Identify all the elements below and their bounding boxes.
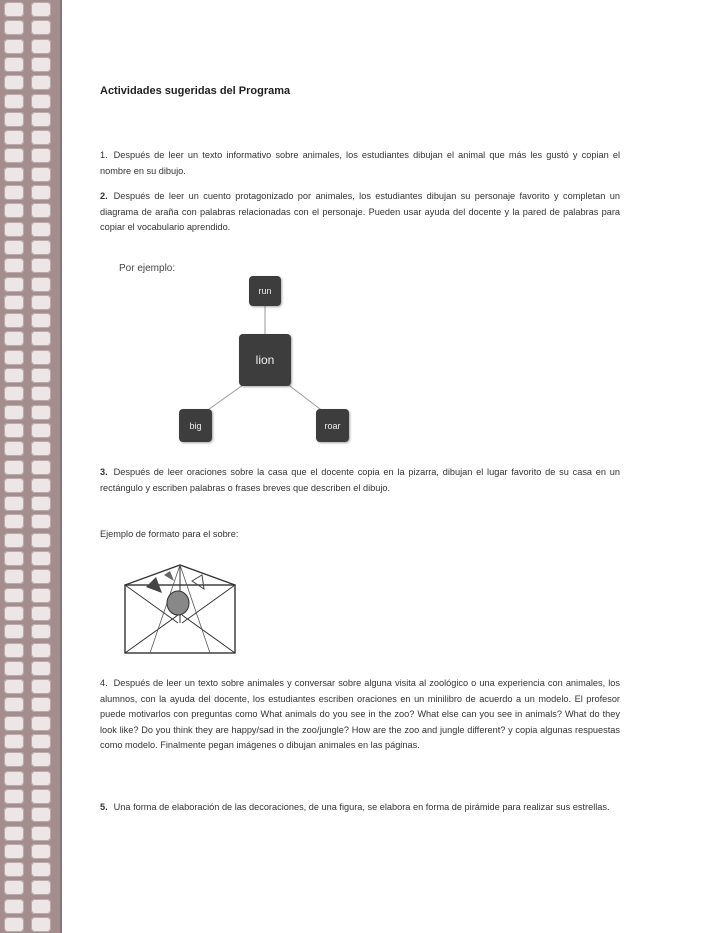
binding-hole (31, 130, 51, 145)
binding-hole (4, 716, 24, 731)
binding-hole (31, 2, 51, 17)
binding-hole (4, 588, 24, 603)
binding-hole (31, 368, 51, 383)
binding-hole (4, 94, 24, 109)
binding-hole (4, 624, 24, 639)
envelope-fold-right (182, 615, 235, 653)
binding-hole (31, 405, 51, 420)
binding-hole (31, 844, 51, 859)
activity-number: 5. (100, 802, 108, 812)
format-note: Ejemplo de formato para el sobre: (100, 529, 239, 539)
binding-hole (4, 899, 24, 914)
binding-hole (4, 441, 24, 456)
binding-hole (4, 496, 24, 511)
binding-hole (31, 514, 51, 529)
binding-hole (31, 551, 51, 566)
binding-hole (31, 39, 51, 54)
binding-hole (4, 917, 24, 932)
envelope-fold-left (125, 615, 178, 653)
binding-hole (4, 75, 24, 90)
binding-hole (31, 643, 51, 658)
binding-hole (31, 331, 51, 346)
binding-hole (31, 94, 51, 109)
binding-hole (4, 789, 24, 804)
binding-hole (31, 295, 51, 310)
binding-hole (4, 203, 24, 218)
binding-hole (4, 697, 24, 712)
binding-hole (31, 679, 51, 694)
binding-hole (31, 423, 51, 438)
binding-hole (4, 148, 24, 163)
activity-4 (100, 676, 620, 754)
binding-hole (4, 295, 24, 310)
binding-hole (4, 130, 24, 145)
binding-hole (31, 75, 51, 90)
binding-hole (31, 789, 51, 804)
binding-hole (4, 167, 24, 182)
activity-number: 3. (100, 467, 108, 477)
binding-hole (4, 569, 24, 584)
word-node-right: roar (316, 409, 349, 442)
activity-text: Después de leer un texto informativo sobre animales, los estudiantes dibujan el animal que más les gustó y copian el nombre en su dibujo. (100, 150, 620, 176)
binding-hole (4, 643, 24, 658)
binding-hole (31, 57, 51, 72)
binding-hole (31, 222, 51, 237)
binding-hole (4, 734, 24, 749)
binding-hole (31, 533, 51, 548)
binding-hole (31, 917, 51, 932)
binding-hole (31, 899, 51, 914)
binding-hole (31, 148, 51, 163)
activity-3 (100, 465, 620, 496)
envelope-sketch-mark-2 (192, 575, 204, 589)
envelope-drawing (120, 563, 250, 663)
activity-text: Después de leer un texto sobre animales y conversar sobre alguna visita al zoológico o una experiencia con animales, los alumnos, con la ayuda del docente, los estudiantes escriben oraciones en un minilibro de acuerdo a un modelo. El profesor puede motivarlos con preguntas como What animals do you see in the zoo? What else can you see in animals? What do they look like? Do you think they are happy/sad in the zoo/jungle? How are the zoo and jungle different? y copia algunas respuestas como modelo. Finalmente pegan imágenes o dibujan animales en las páginas. (100, 678, 620, 750)
binding-hole (31, 386, 51, 401)
binding-hole (31, 460, 51, 475)
binding-hole (4, 277, 24, 292)
binding-hole (31, 606, 51, 621)
binding-hole (4, 185, 24, 200)
binding-hole (4, 844, 24, 859)
binding-hole (4, 350, 24, 365)
binding-hole (31, 624, 51, 639)
binding-hole (31, 350, 51, 365)
word-node-top: run (249, 276, 281, 306)
envelope-sketch-mark-3 (164, 571, 174, 581)
page-title: Actividades sugeridas del Programa (100, 85, 291, 97)
word-node-left: big (179, 409, 212, 442)
binding-hole (4, 826, 24, 841)
binding-hole (4, 405, 24, 420)
binding-hole (4, 771, 24, 786)
activity-number: 4. (100, 678, 108, 688)
binding-hole (31, 880, 51, 895)
activity-number: 2. (100, 191, 108, 201)
binding-hole (4, 331, 24, 346)
binding-holes (4, 2, 60, 932)
binding-hole (4, 862, 24, 877)
binding-hole (4, 880, 24, 895)
binding-hole (31, 807, 51, 822)
binding-hole (31, 716, 51, 731)
binding-hole (4, 240, 24, 255)
binding-hole (31, 478, 51, 493)
binding-hole (31, 826, 51, 841)
activity-2 (100, 189, 620, 236)
binding-hole (4, 57, 24, 72)
activity-text: Una forma de elaboración de las decoraciones, de una figura, se elabora en forma de pirámide para realizar sus estrellas. (113, 802, 610, 812)
binding-hole (4, 533, 24, 548)
binding-hole (4, 368, 24, 383)
binding-hole (31, 771, 51, 786)
binding-hole (4, 112, 24, 127)
binding-hole (31, 496, 51, 511)
binding-hole (31, 661, 51, 676)
binding-hole (31, 862, 51, 877)
binding-hole (4, 2, 24, 17)
binding-hole (31, 569, 51, 584)
binding-hole (31, 185, 51, 200)
binding-hole (31, 20, 51, 35)
binding-hole (4, 679, 24, 694)
envelope-heart-shape (167, 591, 189, 615)
binding-hole (31, 240, 51, 255)
activity-text: Después de leer un cuento protagonizado por animales, los estudiantes dibujan su personaje favorito y completan un diagrama de araña con palabras relacionadas con el personaje. Pueden usar ayuda del docente y la pared de palabras para copiar el vocabulario aprendido. (100, 191, 620, 232)
binding-hole (4, 258, 24, 273)
binding-hole (4, 606, 24, 621)
binding-hole (31, 258, 51, 273)
binding-hole (31, 277, 51, 292)
binding-hole (4, 20, 24, 35)
binding-hole (31, 112, 51, 127)
binding-hole (4, 423, 24, 438)
binding-hole (4, 661, 24, 676)
binding-hole (4, 313, 24, 328)
document-page (100, 0, 620, 933)
binding-hole (31, 752, 51, 767)
binding-hole (4, 460, 24, 475)
binding-hole (31, 734, 51, 749)
binding-hole (31, 167, 51, 182)
activity-number: 1. (100, 150, 108, 160)
word-node-center: lion (239, 334, 291, 386)
binding-hole (4, 752, 24, 767)
binding-hole (4, 222, 24, 237)
envelope-diag-right (182, 585, 235, 623)
binding-hole (31, 697, 51, 712)
activity-5 (100, 800, 620, 816)
binding-hole (31, 441, 51, 456)
binding-hole (4, 478, 24, 493)
binding-hole (4, 551, 24, 566)
binding-hole (31, 203, 51, 218)
notebook-binding (0, 0, 62, 933)
example-label: Por ejemplo: (119, 263, 176, 274)
binding-hole (4, 514, 24, 529)
binding-hole (4, 39, 24, 54)
binding-hole (4, 386, 24, 401)
binding-hole (4, 807, 24, 822)
binding-hole (31, 313, 51, 328)
binding-hole (31, 588, 51, 603)
activity-1 (100, 148, 620, 179)
activity-text: Después de leer oraciones sobre la casa que el docente copia en la pizarra, dibujan el lugar favorito de su casa en un rectángulo y escriben palabras o frases breves que describen el dibujo. (100, 467, 620, 493)
